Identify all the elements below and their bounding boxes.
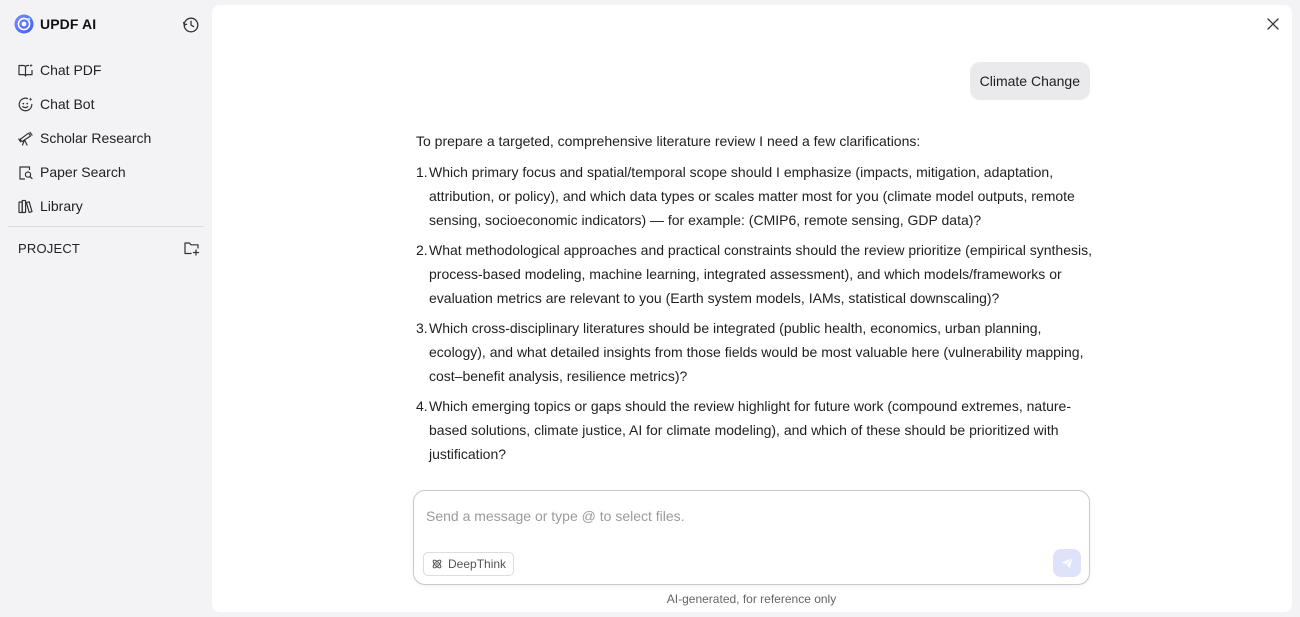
chat-pdf-icon (17, 62, 34, 79)
response-intro: To prepare a targeted, comprehensive literature review I need a few clarifications: (416, 133, 921, 149)
sidebar-item-paper-search[interactable] (8, 155, 204, 189)
list-text: Which emerging topics or gaps should the review highlight for future work (compound extremes, nature-based solutions, climate justice, AI for climate modeling), and which of these should be prioritized with justification? (429, 398, 1071, 462)
list-item (416, 316, 1096, 388)
sidebar (0, 0, 212, 617)
list-item (416, 394, 1096, 466)
sidebar-item-label: Library (40, 198, 83, 214)
project-section (18, 238, 200, 258)
sidebar-nav (8, 53, 204, 223)
list-text: Which cross-disciplinary literatures should be integrated (public health, economics, urban planning, ecology), and what detailed insights from those fields would be most valuable here (vulnerability mapping, cost–benefit analysis, resilience metrics)? (429, 320, 1084, 384)
message-composer (413, 490, 1090, 585)
brand (14, 13, 96, 35)
list-number: 4. (416, 398, 428, 414)
updf-logo-icon (14, 14, 34, 34)
sidebar-item-label: Chat Bot (40, 96, 95, 112)
send-icon (1060, 556, 1074, 570)
assistant-response (416, 129, 1096, 472)
sidebar-item-label: Paper Search (40, 164, 126, 180)
project-label: PROJECT (18, 240, 81, 256)
list-item (416, 238, 1096, 310)
sidebar-item-library[interactable] (8, 189, 204, 223)
chat-bot-icon (17, 96, 34, 113)
sidebar-item-label: Scholar Research (40, 130, 152, 146)
chat-panel (212, 5, 1292, 612)
user-message-text: Climate Change (979, 73, 1080, 89)
message-input[interactable] (426, 505, 1046, 527)
user-message-bubble (970, 62, 1090, 100)
list-text: What methodological approaches and practical constraints should the review prioritize (empirical synthesis, process-based modeling, machine learning, integrated assessment), and which models/frameworks or evaluation metrics are relevant to you (Earth system models, IAMs, statistical downscaling)? (429, 242, 1092, 306)
sidebar-item-label: Chat PDF (40, 62, 102, 78)
disclaimer-text: AI-generated, for reference only (666, 592, 837, 606)
deepthink-label: DeepThink (448, 557, 507, 571)
list-text: Which primary focus and spatial/temporal scope should I emphasize (impacts, mitigation, adaptation, attribution, or policy), and which data types or scales matter most for you (climate model outputs, remote sensing, socioeconomic indicators) — for example: (CMIP6, remote sensing, GDP data)? (429, 164, 1075, 228)
list-item (416, 160, 1096, 232)
list-number: 2. (416, 242, 428, 258)
library-icon (17, 198, 34, 215)
deepthink-button[interactable] (423, 552, 514, 576)
app-name: UPDF AI (40, 16, 97, 32)
list-number: 1. (416, 164, 428, 180)
sidebar-divider (8, 226, 204, 227)
sidebar-item-chat-bot[interactable] (8, 87, 204, 121)
new-folder-icon[interactable] (183, 240, 200, 257)
close-icon[interactable] (1266, 17, 1280, 31)
list-number: 3. (416, 320, 428, 336)
deepthink-icon (431, 558, 443, 570)
send-button[interactable] (1053, 549, 1081, 577)
sidebar-item-chat-pdf[interactable] (8, 53, 204, 87)
clarification-list (416, 160, 1096, 466)
scholar-research-icon (17, 130, 34, 147)
history-clock-icon[interactable] (182, 16, 200, 34)
sidebar-item-scholar-research[interactable] (8, 121, 204, 155)
paper-search-icon (17, 164, 34, 181)
